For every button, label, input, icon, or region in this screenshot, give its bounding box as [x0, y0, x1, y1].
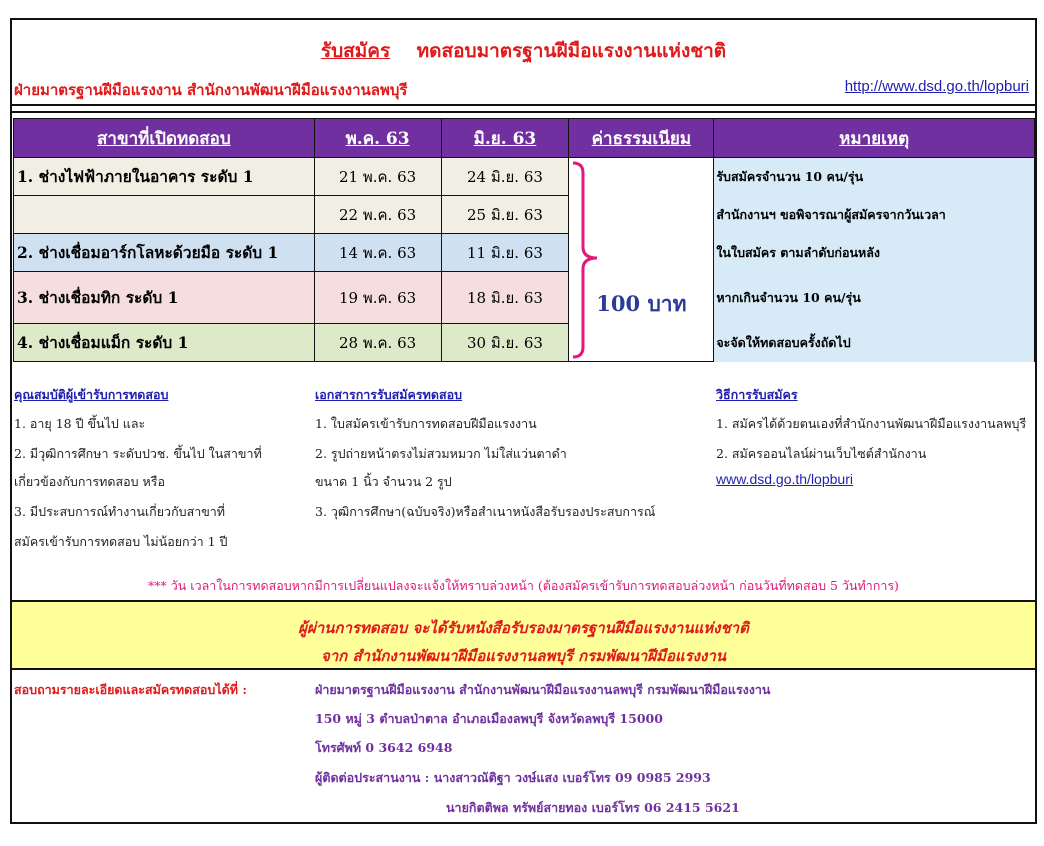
qualification-line: 1. อายุ 18 ปี ขึ้นไป และ: [14, 416, 146, 431]
june-date: 25 มิ.ย. 63: [441, 196, 569, 234]
may-date: 21 พ.ค. 63: [314, 158, 441, 196]
bracket-icon: [571, 157, 607, 363]
title-prefix: รับสมัคร: [320, 40, 391, 62]
contact-person: นายกิตติพล ทรัพย์สายทอง เบอร์โทร 06 2415 5621: [446, 800, 740, 815]
branch-name: 1. ช่างไฟฟ้าภายในอาคาร ระดับ 1: [14, 158, 315, 196]
header-june: มิ.ย. 63: [441, 119, 569, 158]
branch-name: 4. ช่างเชื่อมแม็ก ระดับ 1: [14, 324, 315, 362]
branch-name: [14, 196, 315, 234]
application-line: 1. สมัครได้ด้วยตนเองที่สำนักงานพัฒนาฝีมือแรงงานลพบุรี: [716, 416, 1027, 431]
page-subtitle: ฝ่ายมาตรฐานฝีมือแรงงาน สำนักงานพัฒนาฝีมือแรงงานลพบุรี: [14, 81, 408, 99]
certificate-banner: [12, 600, 1035, 670]
may-date: 28 พ.ค. 63: [314, 324, 441, 362]
fee-cell: [569, 158, 714, 362]
banner-line-1: ผู้ผ่านการทดสอบ จะได้รับหนังสือรับรองมาตรฐานฝีมือแรงงานแห่งชาติ: [298, 619, 749, 637]
remark-text: จะจัดให้ทดสอบครั้งถัดไป: [714, 324, 1035, 362]
table-row: [14, 324, 1035, 362]
header-may: พ.ค. 63: [314, 119, 441, 158]
june-date: 18 มิ.ย. 63: [441, 272, 569, 324]
documents-heading: เอกสารการรับสมัครทดสอบ: [315, 387, 463, 402]
document-line: 1. ใบสมัครเข้ารับการทดสอบฝีมือแรงงาน: [315, 416, 537, 431]
june-date: 11 มิ.ย. 63: [441, 234, 569, 272]
document-line: 3. วุฒิการศึกษา(ฉบับจริง)หรือสำเนาหนังสือรับรองประสบการณ์: [315, 504, 656, 519]
june-date: 24 มิ.ย. 63: [441, 158, 569, 196]
contact-label: สอบถามรายละเอียดและสมัครทดสอบได้ที่ :: [14, 682, 247, 697]
header-branch: สาขาที่เปิดทดสอบ: [14, 119, 315, 158]
website-link-top[interactable]: http://www.dsd.go.th/lopburi: [844, 78, 1029, 95]
header-fee: ค่าธรรมเนียม: [569, 119, 714, 158]
website-link[interactable]: www.dsd.go.th/lopburi: [716, 471, 853, 487]
table-header-row: [14, 119, 1035, 158]
qualification-line: 2. มีวุฒิการศึกษา ระดับปวช. ขึ้นไป ในสาขาที่: [14, 446, 262, 461]
table-row: [14, 234, 1035, 272]
contact-line: 150 หมู่ 3 ตำบลป่าตาล อำเภอเมืองลพบุรี จังหวัดลพบุรี 15000: [315, 711, 663, 726]
table-row: [14, 158, 1035, 196]
application-line: 2. สมัครออนไลน์ผ่านเว็บไซต์สำนักงาน: [716, 446, 927, 461]
contact-person: ผู้ติดต่อประสานงาน : นางสาวณัติฐา วงษ์แสง เบอร์โทร 09 0985 2993: [315, 770, 711, 785]
june-date: 30 มิ.ย. 63: [441, 324, 569, 362]
remark-text: ในใบสมัคร ตามลำดับก่อนหลัง: [714, 234, 1035, 272]
qualification-line: 3. มีประสบการณ์ทำงานเกี่ยวกับสาขาที่: [14, 504, 226, 519]
qualifications-heading: คุณสมบัติผู้เข้ารับการทดสอบ: [14, 387, 169, 402]
divider-top-2: [12, 111, 1035, 113]
schedule-notice: *** วัน เวลาในการทดสอบหากมีการเปลี่ยนแปลงจะแจ้งให้ทราบล่วงหน้า (ต้องสมัครเข้ารับการทดสอบล่วงหน้า ก่อนวันที่ทดสอบ 5 วันทำการ): [148, 578, 899, 593]
page-title: [12, 36, 1035, 66]
test-schedule-table: [13, 118, 1035, 362]
document-line: 2. รูปถ่ายหน้าตรงไม่สวมหมวก ไม่ใส่แว่นตาดำ: [315, 446, 567, 461]
remark-text: รับสมัครจำนวน 10 คน/รุ่น: [714, 158, 1035, 196]
table-row: [14, 272, 1035, 324]
document-line: ขนาด 1 นิ้ว จำนวน 2 รูป: [315, 474, 452, 489]
qualification-line: เกี่ยวข้องกับการทดสอบ หรือ: [14, 474, 166, 489]
document-frame: [10, 18, 1037, 824]
application-heading: วิธีการรับสมัคร: [716, 387, 798, 402]
fee-amount: 100 บาท: [596, 291, 687, 316]
may-date: 22 พ.ค. 63: [314, 196, 441, 234]
contact-line: ฝ่ายมาตรฐานฝีมือแรงงาน สำนักงานพัฒนาฝีมือแรงงานลพบุรี กรมพัฒนาฝีมือแรงงาน: [315, 682, 771, 697]
may-date: 19 พ.ค. 63: [314, 272, 441, 324]
branch-name: 3. ช่างเชื่อมทิก ระดับ 1: [14, 272, 315, 324]
branch-name: 2. ช่างเชื่อมอาร์กโลหะด้วยมือ ระดับ 1: [14, 234, 315, 272]
qualification-line: สมัครเข้ารับการทดสอบ ไม่น้อยกว่า 1 ปี: [14, 534, 228, 549]
divider-top: [12, 104, 1035, 106]
title-main: ทดสอบมาตรฐานฝีมือแรงงานแห่งชาติ: [416, 40, 727, 62]
remark-text: สำนักงานฯ ขอพิจารณาผู้สมัครจากวันเวลา: [714, 196, 1035, 234]
banner-line-2: จาก สำนักงานพัฒนาฝีมือแรงงานลพบุรี กรมพัฒนาฝีมือแรงงาน: [320, 647, 727, 665]
remark-text: หากเกินจำนวน 10 คน/รุ่น: [714, 272, 1035, 324]
table-row: [14, 196, 1035, 234]
may-date: 14 พ.ค. 63: [314, 234, 441, 272]
contact-phone: โทรศัพท์ 0 3642 6948: [315, 740, 453, 755]
header-remarks: หมายเหตุ: [714, 119, 1035, 158]
